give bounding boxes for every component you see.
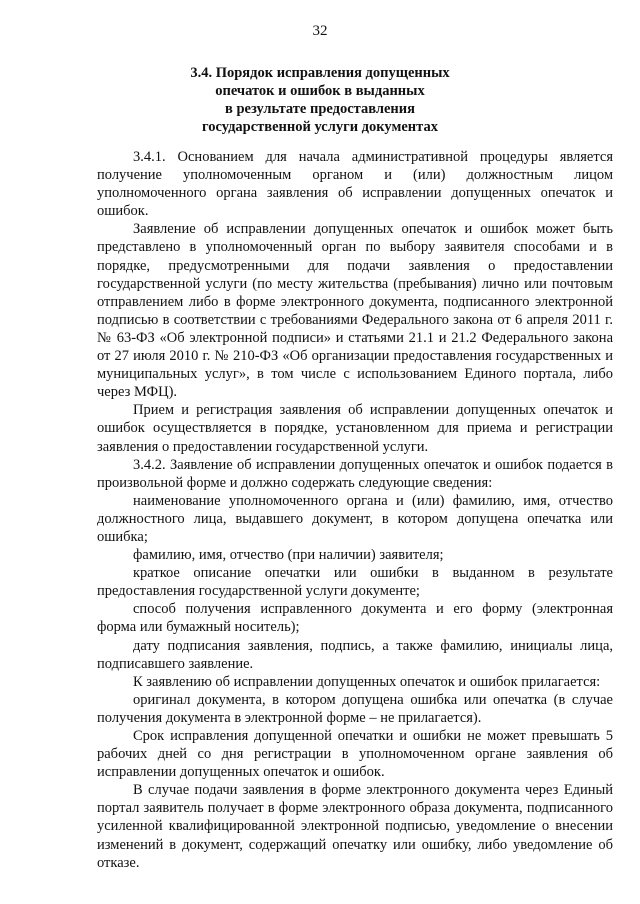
paragraph: В случае подачи заявления в форме электронного документа через Единый портал заявитель получает в форме электронного образа документа, подписанного усиленной квалифицированной электронной подписью, уведомление о внесении изменений в документ, содержащий опечатку или ошибку, либо уведомление об отказе. <box>97 782 613 871</box>
paragraph: краткое описание опечатки или ошибки в выданном в результате предоставления государственной услуги документе; <box>97 565 613 600</box>
paragraph: 3.4.1. Основанием для начала административной процедуры является получение уполномоченным органом и (или) должностным лицом уполномоченного органа заявления об исправлении допущенных опечаток и ошибок. <box>97 149 613 220</box>
paragraph: оригинал документа, в котором допущена ошибка или опечатка (в случае получения документа в электронной форме – не прилагается). <box>97 691 613 726</box>
paragraph: дату подписания заявления, подпись, а также фамилию, инициалы лица, подписавшего заявление. <box>97 637 613 672</box>
paragraph: К заявлению об исправлении допущенных опечаток и ошибок прилагается: <box>133 673 601 690</box>
heading-line: 3.4. Порядок исправления допущенных <box>190 65 450 81</box>
section-heading <box>0 64 640 136</box>
paragraph: Заявление об исправлении допущенных опечаток и ошибок может быть представлено в уполномоченный орган по выбору заявителя способами и в порядке, предусмотренными для подачи заявления о предоставлении государственной услуги (по месту жительства (пребывания) лично или почтовым отправлением либо в форме электронного документа, подписанного электронной подписью в соответствии с требованиями Федерального закона от 6 апреля 2011 г. № 63-ФЗ «Об электронной подписи» и статьями 21.1 и 21.2 Федерального закона от 27 июля 2010 г. № 210-ФЗ «Об организации предоставления государственных и муниципальных услуг», в том числе с использованием Единого портала, либо через МФЦ). <box>97 221 613 401</box>
paragraph: фамилию, имя, отчество (при наличии) заявителя; <box>133 547 444 564</box>
page-number: 32 <box>312 23 328 39</box>
paragraph: способ получения исправленного документа и его форму (электронная форма или бумажный носитель); <box>97 601 613 636</box>
paragraph: Прием и регистрация заявления об исправлении допущенных опечаток и ошибок осуществляется в порядке, установленном для приема и регистрации заявления о предоставлении государственной услуги. <box>97 402 613 455</box>
heading-line: в результате предоставления <box>225 101 415 117</box>
paragraph: 3.4.2. Заявление об исправлении допущенных опечаток и ошибок подается в произвольной форме и должно содержать следующие сведения: <box>97 456 613 491</box>
paragraph: Срок исправления допущенной опечатки и ошибки не может превышать 5 рабочих дней со дня регистрации в уполномоченном органе заявления об исправлении допущенных опечаток и ошибок. <box>97 728 613 781</box>
heading-line: государственной услуги документах <box>202 119 438 135</box>
paragraph: наименование уполномоченного органа и (или) фамилию, имя, отчество должностного лица, выдавшего документ, в котором допущена опечатка или ошибка; <box>97 492 613 545</box>
section-body <box>97 148 613 872</box>
heading-line: опечаток и ошибок в выданных <box>215 83 425 99</box>
